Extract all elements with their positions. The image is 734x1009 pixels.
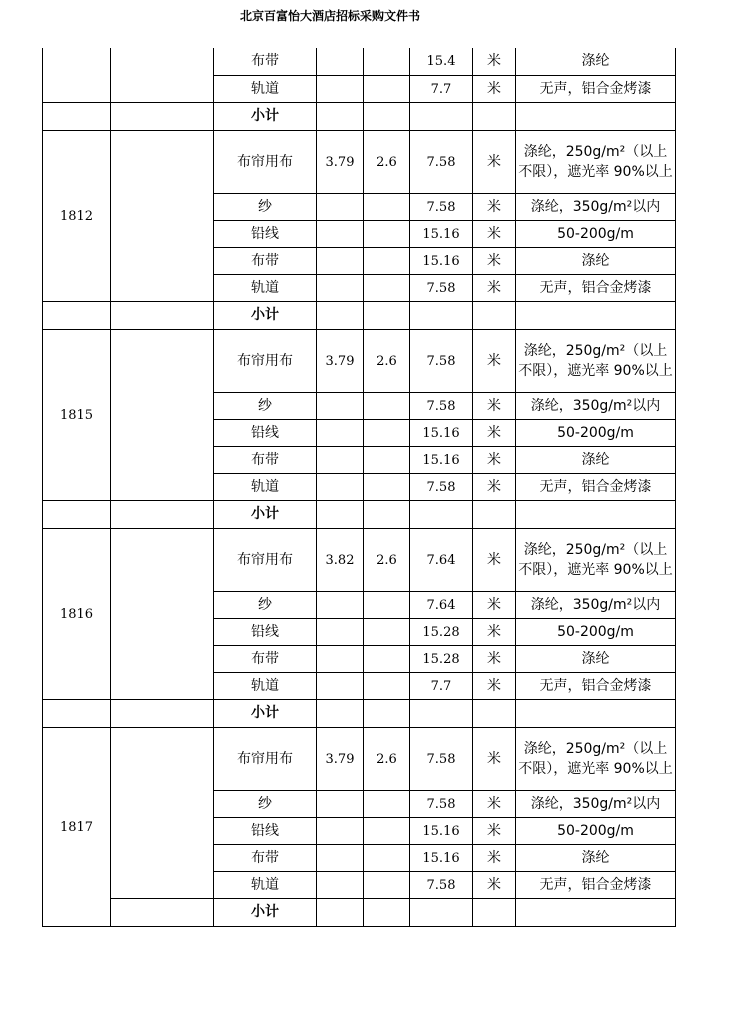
quantity-cell: 15.28 (410, 619, 473, 646)
unit-cell: 米 (473, 646, 516, 673)
height-cell (364, 420, 410, 447)
subtotal-row (43, 899, 676, 927)
width-cell (317, 275, 364, 302)
height-cell (364, 48, 410, 76)
height-cell (364, 447, 410, 474)
empty-cell (410, 700, 473, 728)
height-cell: 2.6 (364, 728, 410, 791)
unit-cell: 米 (473, 275, 516, 302)
spec-cell: 涤纶 (516, 845, 676, 872)
unit-cell: 米 (473, 818, 516, 845)
table-row (43, 330, 676, 393)
item-cell: 布带 (214, 248, 317, 275)
item-cell: 纱 (214, 194, 317, 221)
unit-cell: 米 (473, 248, 516, 275)
width-cell: 3.79 (317, 330, 364, 393)
unit-cell: 米 (473, 791, 516, 818)
empty-cell (111, 899, 214, 927)
subtotal-row (43, 700, 676, 728)
height-cell (364, 791, 410, 818)
width-cell (317, 592, 364, 619)
spec-cell: 无声，铝合金烤漆 (516, 474, 676, 501)
quantity-cell: 15.4 (410, 48, 473, 76)
width-cell (317, 393, 364, 420)
empty-cell (111, 529, 214, 700)
unit-cell: 米 (473, 592, 516, 619)
table-row (43, 48, 676, 76)
item-cell: 轨道 (214, 872, 317, 899)
spec-cell: 无声，铝合金烤漆 (516, 275, 676, 302)
quantity-cell: 7.58 (410, 728, 473, 791)
empty-cell (364, 700, 410, 728)
item-cell: 铅线 (214, 221, 317, 248)
empty-cell (111, 103, 214, 131)
empty-cell (111, 501, 214, 529)
quantity-cell: 7.64 (410, 529, 473, 592)
spec-cell: 涤纶，350g/m²以内 (516, 592, 676, 619)
item-cell: 轨道 (214, 275, 317, 302)
quantity-cell: 7.64 (410, 592, 473, 619)
unit-cell: 米 (473, 673, 516, 700)
empty-cell (473, 899, 516, 927)
empty-cell (111, 131, 214, 302)
item-cell: 布帘用布 (214, 330, 317, 393)
quantity-cell: 7.58 (410, 194, 473, 221)
unit-cell: 米 (473, 131, 516, 194)
quantity-cell: 15.16 (410, 221, 473, 248)
empty-cell (516, 899, 676, 927)
unit-cell: 米 (473, 330, 516, 393)
unit-cell: 米 (473, 529, 516, 592)
item-cell: 布帘用布 (214, 131, 317, 194)
item-cell: 铅线 (214, 818, 317, 845)
spec-cell: 涤纶 (516, 646, 676, 673)
width-cell (317, 474, 364, 501)
width-cell (317, 447, 364, 474)
table-row (43, 131, 676, 194)
table-row (43, 529, 676, 592)
height-cell: 2.6 (364, 131, 410, 194)
empty-cell (43, 501, 111, 529)
quantity-cell: 7.58 (410, 393, 473, 420)
height-cell (364, 221, 410, 248)
spec-cell: 无声，铝合金烤漆 (516, 76, 676, 103)
spec-cell: 50-200g/m (516, 221, 676, 248)
item-cell: 纱 (214, 791, 317, 818)
empty-cell (317, 302, 364, 330)
height-cell (364, 194, 410, 221)
item-cell: 轨道 (214, 76, 317, 103)
empty-cell (473, 501, 516, 529)
empty-cell (516, 302, 676, 330)
spec-cell: 涤纶，250g/m²（以上不限），遮光率 90%以上 (516, 131, 676, 194)
empty-cell (111, 302, 214, 330)
spec-cell: 涤纶 (516, 447, 676, 474)
empty-cell (410, 501, 473, 529)
empty-cell (364, 501, 410, 529)
empty-cell (43, 103, 111, 131)
height-cell: 2.6 (364, 330, 410, 393)
item-cell: 轨道 (214, 474, 317, 501)
height-cell (364, 845, 410, 872)
width-cell (317, 420, 364, 447)
empty-cell (364, 103, 410, 131)
height-cell: 2.6 (364, 529, 410, 592)
height-cell (364, 872, 410, 899)
width-cell (317, 818, 364, 845)
quantity-cell: 7.58 (410, 330, 473, 393)
item-cell: 布带 (214, 845, 317, 872)
unit-cell: 米 (473, 872, 516, 899)
width-cell (317, 673, 364, 700)
unit-cell: 米 (473, 393, 516, 420)
unit-cell: 米 (473, 728, 516, 791)
quantity-cell: 7.58 (410, 791, 473, 818)
unit-cell: 米 (473, 48, 516, 76)
quantity-cell: 15.16 (410, 447, 473, 474)
item-cell: 轨道 (214, 673, 317, 700)
quantity-cell: 15.16 (410, 818, 473, 845)
item-cell: 铅线 (214, 420, 317, 447)
spec-cell: 50-200g/m (516, 420, 676, 447)
empty-cell (111, 728, 214, 899)
quantity-cell: 7.58 (410, 872, 473, 899)
width-cell (317, 872, 364, 899)
empty-cell (473, 700, 516, 728)
subtotal-label: 小计 (214, 700, 317, 728)
subtotal-row (43, 302, 676, 330)
empty-cell (364, 302, 410, 330)
height-cell (364, 474, 410, 501)
empty-cell (516, 103, 676, 131)
empty-cell (410, 899, 473, 927)
unit-cell: 米 (473, 221, 516, 248)
item-cell: 布带 (214, 646, 317, 673)
spec-cell: 无声，铝合金烤漆 (516, 673, 676, 700)
item-cell: 布帘用布 (214, 728, 317, 791)
empty-cell (43, 700, 111, 728)
document-title: 北京百富怡大酒店招标采购文件书 (239, 9, 420, 23)
item-cell: 布帘用布 (214, 529, 317, 592)
spec-cell: 涤纶，250g/m²（以上不限），遮光率 90%以上 (516, 529, 676, 592)
height-cell (364, 673, 410, 700)
unit-cell: 米 (473, 194, 516, 221)
empty-cell (473, 302, 516, 330)
item-cell: 铅线 (214, 619, 317, 646)
quantity-cell: 15.16 (410, 420, 473, 447)
width-cell (317, 194, 364, 221)
empty-cell (364, 899, 410, 927)
empty-cell (473, 103, 516, 131)
width-cell (317, 248, 364, 275)
spec-cell: 涤纶，250g/m²（以上不限），遮光率 90%以上 (516, 728, 676, 791)
room-id-cell: 1815 (43, 330, 111, 501)
spec-cell: 涤纶，350g/m²以内 (516, 194, 676, 221)
quantity-cell: 15.16 (410, 248, 473, 275)
empty-cell (410, 103, 473, 131)
subtotal-label: 小计 (214, 103, 317, 131)
width-cell (317, 791, 364, 818)
table-body (43, 48, 676, 927)
room-id-cell (43, 48, 111, 103)
unit-cell: 米 (473, 619, 516, 646)
table-row (43, 728, 676, 791)
item-cell: 纱 (214, 592, 317, 619)
subtotal-label: 小计 (214, 302, 317, 330)
spec-cell: 涤纶，350g/m²以内 (516, 393, 676, 420)
unit-cell: 米 (473, 447, 516, 474)
height-cell (364, 76, 410, 103)
empty-cell (317, 700, 364, 728)
room-id-cell: 1816 (43, 529, 111, 700)
spec-cell: 无声，铝合金烤漆 (516, 872, 676, 899)
quantity-cell: 15.28 (410, 646, 473, 673)
width-cell: 3.79 (317, 131, 364, 194)
unit-cell: 米 (473, 474, 516, 501)
spec-cell: 涤纶 (516, 48, 676, 76)
height-cell (364, 393, 410, 420)
room-id-cell: 1817 (43, 728, 111, 927)
width-cell (317, 76, 364, 103)
subtotal-label: 小计 (214, 501, 317, 529)
spec-cell: 涤纶，250g/m²（以上不限），遮光率 90%以上 (516, 330, 676, 393)
item-cell: 纱 (214, 393, 317, 420)
quantity-cell: 7.7 (410, 76, 473, 103)
item-cell: 布带 (214, 447, 317, 474)
empty-cell (317, 103, 364, 131)
unit-cell: 米 (473, 76, 516, 103)
height-cell (364, 619, 410, 646)
width-cell (317, 646, 364, 673)
empty-cell (43, 302, 111, 330)
quantity-cell: 7.58 (410, 474, 473, 501)
empty-cell (317, 899, 364, 927)
width-cell (317, 48, 364, 76)
quantity-cell: 15.16 (410, 845, 473, 872)
subtotal-row (43, 501, 676, 529)
spec-cell: 涤纶 (516, 248, 676, 275)
width-cell (317, 845, 364, 872)
subtotal-row (43, 103, 676, 131)
empty-cell (516, 501, 676, 529)
height-cell (364, 248, 410, 275)
spec-cell: 50-200g/m (516, 818, 676, 845)
empty-cell (410, 302, 473, 330)
empty-cell (111, 700, 214, 728)
spec-cell: 涤纶，350g/m²以内 (516, 791, 676, 818)
room-id-cell: 1812 (43, 131, 111, 302)
height-cell (364, 818, 410, 845)
empty-cell (111, 48, 214, 103)
width-cell: 3.79 (317, 728, 364, 791)
unit-cell: 米 (473, 845, 516, 872)
quantity-cell: 7.58 (410, 275, 473, 302)
width-cell (317, 221, 364, 248)
unit-cell: 米 (473, 420, 516, 447)
width-cell (317, 619, 364, 646)
empty-cell (111, 330, 214, 501)
height-cell (364, 275, 410, 302)
empty-cell (317, 501, 364, 529)
width-cell: 3.82 (317, 529, 364, 592)
spec-cell: 50-200g/m (516, 619, 676, 646)
empty-cell (516, 700, 676, 728)
subtotal-label: 小计 (214, 899, 317, 927)
item-cell: 布带 (214, 48, 317, 76)
height-cell (364, 646, 410, 673)
quantity-cell: 7.7 (410, 673, 473, 700)
quantity-cell: 7.58 (410, 131, 473, 194)
procurement-table (42, 48, 676, 927)
height-cell (364, 592, 410, 619)
